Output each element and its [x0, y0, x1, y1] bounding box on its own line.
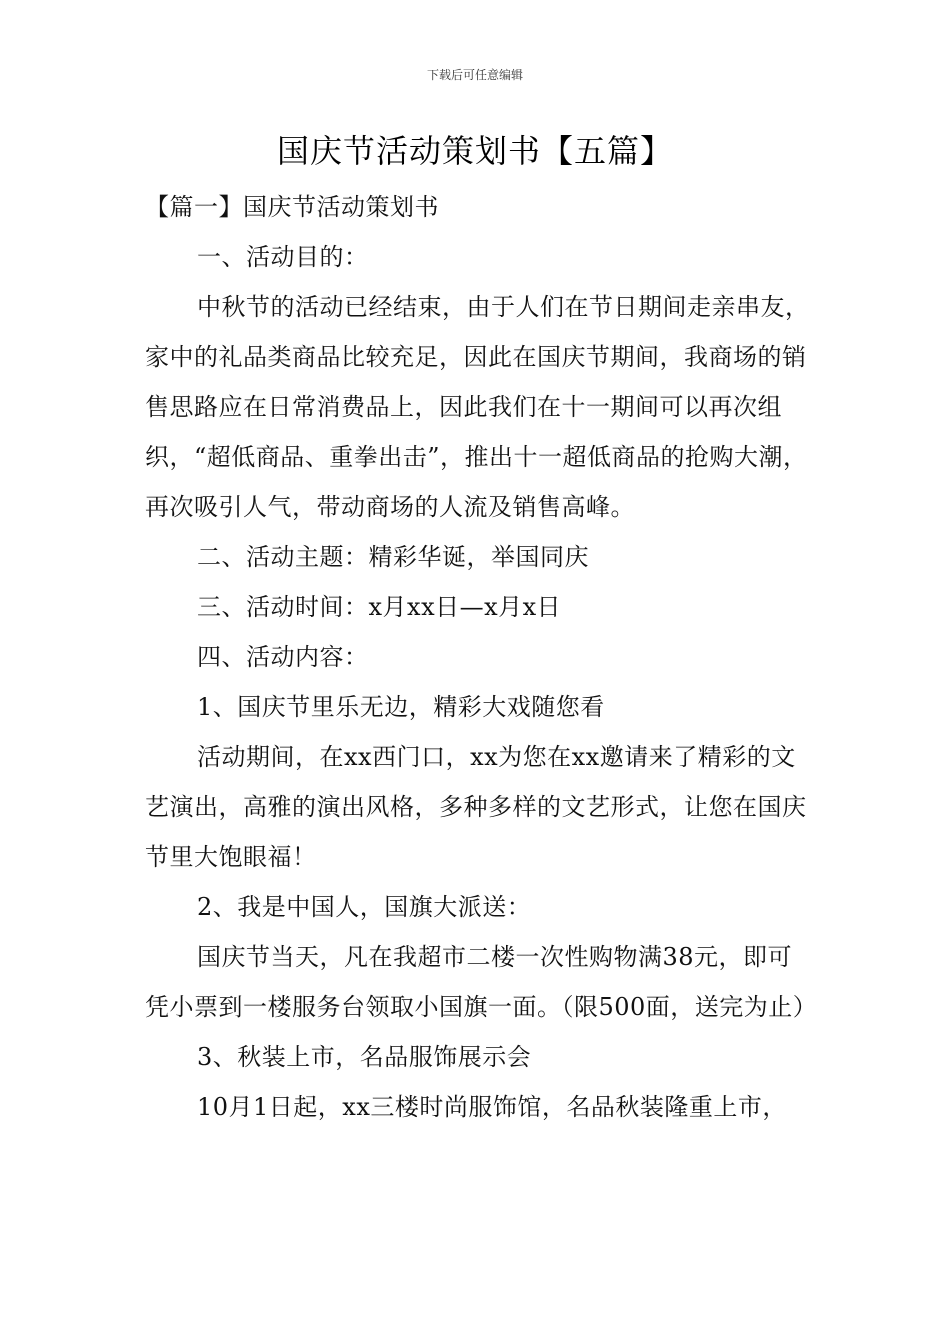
section-heading: 【篇一】国庆节活动策划书 [145, 193, 439, 221]
paragraph-item-2-body: 国庆节当天，凡在我超市二楼一次性购物满38元，即可凭小票到一楼服务台领取小国旗一面。（限500面，送完为止） [145, 943, 818, 1021]
paragraph-objective-heading: 一、活动目的： [197, 243, 369, 271]
paragraph-time: 三、活动时间：x月xx日—x月x日 [197, 593, 562, 621]
paragraph-content-heading: 四、活动内容： [197, 643, 369, 671]
paragraph-item-1-heading: 1、国庆节里乐无边，精彩大戏随您看 [197, 693, 605, 721]
paragraph-item-3-heading: 3、秋装上市，名品服饰展示会 [197, 1043, 532, 1071]
document-title: 国庆节活动策划书【五篇】 [276, 132, 673, 170]
paragraph-objective-body: 中秋节的活动已经结束，由于人们在节日期间走亲串友，家中的礼品类商品比较充足，因此在国庆节期间，我商场的销售思路应在日常消费品上，因此我们在十一期间可以再次组织，“超低商品、重拳出击”，推出十一超低商品的抢购大潮，再次吸引人气，带动商场的人流及销售高峰。 [145, 293, 810, 521]
header-note: 下载后可任意编辑 [426, 68, 523, 82]
document-body [145, 182, 818, 1132]
paragraph-item-3-body: 10月1日起，xx三楼时尚服饰馆，名品秋装隆重上市， [197, 1093, 787, 1121]
paragraph-item-2-heading: 2、我是中国人，国旗大派送： [197, 893, 532, 921]
paragraph-item-1-body: 活动期间，在xx西门口，xx为您在xx邀请来了精彩的文艺演出，高雅的演出风格，多种多样的文艺形式，让您在国庆节里大饱眼福！ [145, 743, 807, 871]
paragraph-theme: 二、活动主题：精彩华诞，举国同庆 [197, 543, 589, 571]
